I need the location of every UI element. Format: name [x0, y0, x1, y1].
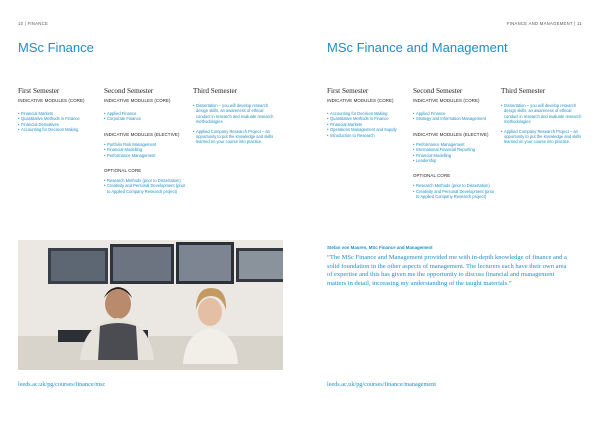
- module-item: • Performance Management: [413, 142, 497, 147]
- module-list: [18, 111, 102, 133]
- module-list: [104, 111, 188, 122]
- module-list: [193, 103, 277, 145]
- module-item: • Strategy and Information Management: [413, 116, 497, 121]
- module-item: • Applied Finance: [104, 111, 188, 116]
- students-trading-room-photo: [18, 240, 283, 370]
- semester-heading: Second Semester: [413, 87, 463, 95]
- module-group-label: INDICATIVE MODULES (ELECTIVE): [104, 131, 180, 137]
- module-group-label: INDICATIVE MODULES (CORE): [18, 98, 85, 103]
- module-group-label: INDICATIVE MODULES (ELECTIVE): [413, 131, 489, 137]
- semester-column: [413, 87, 497, 200]
- module-group-label: INDICATIVE MODULES (CORE): [327, 98, 394, 103]
- module-item: • Performance Management: [104, 153, 188, 158]
- running-head: 10 | FINANCE: [18, 21, 49, 26]
- module-item: • Quantitative Methods in Finance: [327, 116, 411, 121]
- semester-column: [327, 87, 411, 138]
- module-item: • Dissertation – you will develop research design skills, an awareness of ethical conduct in research and evaluate research methodologies: [193, 103, 277, 125]
- semester-heading: Second Semester: [104, 87, 154, 95]
- semester-column: [193, 87, 277, 145]
- module-item: • Creativity and Personal Development (prior to Applied Company Research project): [104, 183, 188, 194]
- module-list: [501, 103, 585, 145]
- semester-column: [501, 87, 585, 145]
- module-group-label: INDICATIVE MODULES (CORE): [413, 98, 480, 103]
- module-item: • Dissertation – you will develop research design skills, an awareness of ethical conduct in research and evaluate research methodologies: [501, 103, 585, 125]
- student-testimonial: “The MSc Finance and Management provided me with in-depth knowledge of finance and a solid foundation in the other aspects of management. The lecturers each have their own area of expertise and this has given me the opportunity to discuss financial and management matters in detail, increasing my understanding of the taught materials.”: [327, 254, 567, 287]
- module-list: [327, 111, 411, 138]
- module-group-label: OPTIONAL CORE: [413, 173, 451, 179]
- module-group-label: INDICATIVE MODULES (CORE): [104, 98, 171, 103]
- semester-column: [104, 87, 188, 194]
- module-item: • Financial Derivatives: [18, 122, 102, 127]
- module-item: • Accounting for Decision Making: [18, 127, 102, 132]
- semester-heading: Third Semester: [193, 87, 238, 95]
- module-group-label: OPTIONAL CORE: [104, 168, 142, 174]
- module-item: • Corporate Finance: [104, 116, 188, 121]
- semester-heading: First Semester: [327, 87, 369, 95]
- module-list: [413, 142, 497, 164]
- running-head: FINANCE AND MANAGEMENT | 11: [506, 21, 582, 26]
- module-item: • Financial Modelling: [413, 153, 497, 158]
- module-item: • Financial Markets: [18, 111, 102, 116]
- module-item: • International Financial Reporting: [413, 147, 497, 152]
- module-list: [104, 142, 188, 158]
- page-title: MSc Finance: [18, 40, 94, 55]
- module-item: • Creativity and Personal Development (prior to Applied Company Research project): [413, 189, 497, 200]
- semester-column: [18, 87, 102, 133]
- module-list: [104, 178, 188, 194]
- module-item: • Introduction to Research: [327, 133, 411, 138]
- course-link[interactable]: leeds.ac.uk/pg/courses/finance/msc: [18, 381, 106, 388]
- semester-heading: Third Semester: [501, 87, 546, 95]
- module-item: • Applied Company Research Project – an opportunity to put the knowledge and skills learned on your course into practice.: [501, 129, 585, 145]
- module-item: • Operations Management and Supply: [327, 127, 411, 132]
- module-item: • Financial Markets: [327, 122, 411, 127]
- photo-illustration: [18, 240, 283, 370]
- module-item: • Quantitative Methods in Finance: [18, 116, 102, 121]
- module-item: • Research Methods (prior to Dissertation): [104, 178, 188, 183]
- student-name: Stefan von Mauren, MSc Finance and Management: [327, 245, 433, 250]
- module-item: • Applied Company Research Project – an opportunity to put the knowledge and skills learned on your course into practice.: [193, 129, 277, 145]
- page-title: MSc Finance and Management: [327, 40, 508, 55]
- module-list: [413, 111, 497, 122]
- course-link[interactable]: leeds.ac.uk/pg/courses/finance/management: [327, 381, 436, 388]
- module-item: • Research Methods (prior to Dissertation): [413, 183, 497, 188]
- module-item: • Applied Finance: [413, 111, 497, 116]
- module-list: [413, 183, 497, 199]
- module-item: • Portfolio Risk Management: [104, 142, 188, 147]
- module-item: • Accounting for Decision Making: [327, 111, 411, 116]
- module-item: • Leadership: [413, 158, 497, 163]
- module-item: • Financial Modelling: [104, 147, 188, 152]
- right-page: [300, 0, 600, 428]
- semester-heading: First Semester: [18, 87, 60, 95]
